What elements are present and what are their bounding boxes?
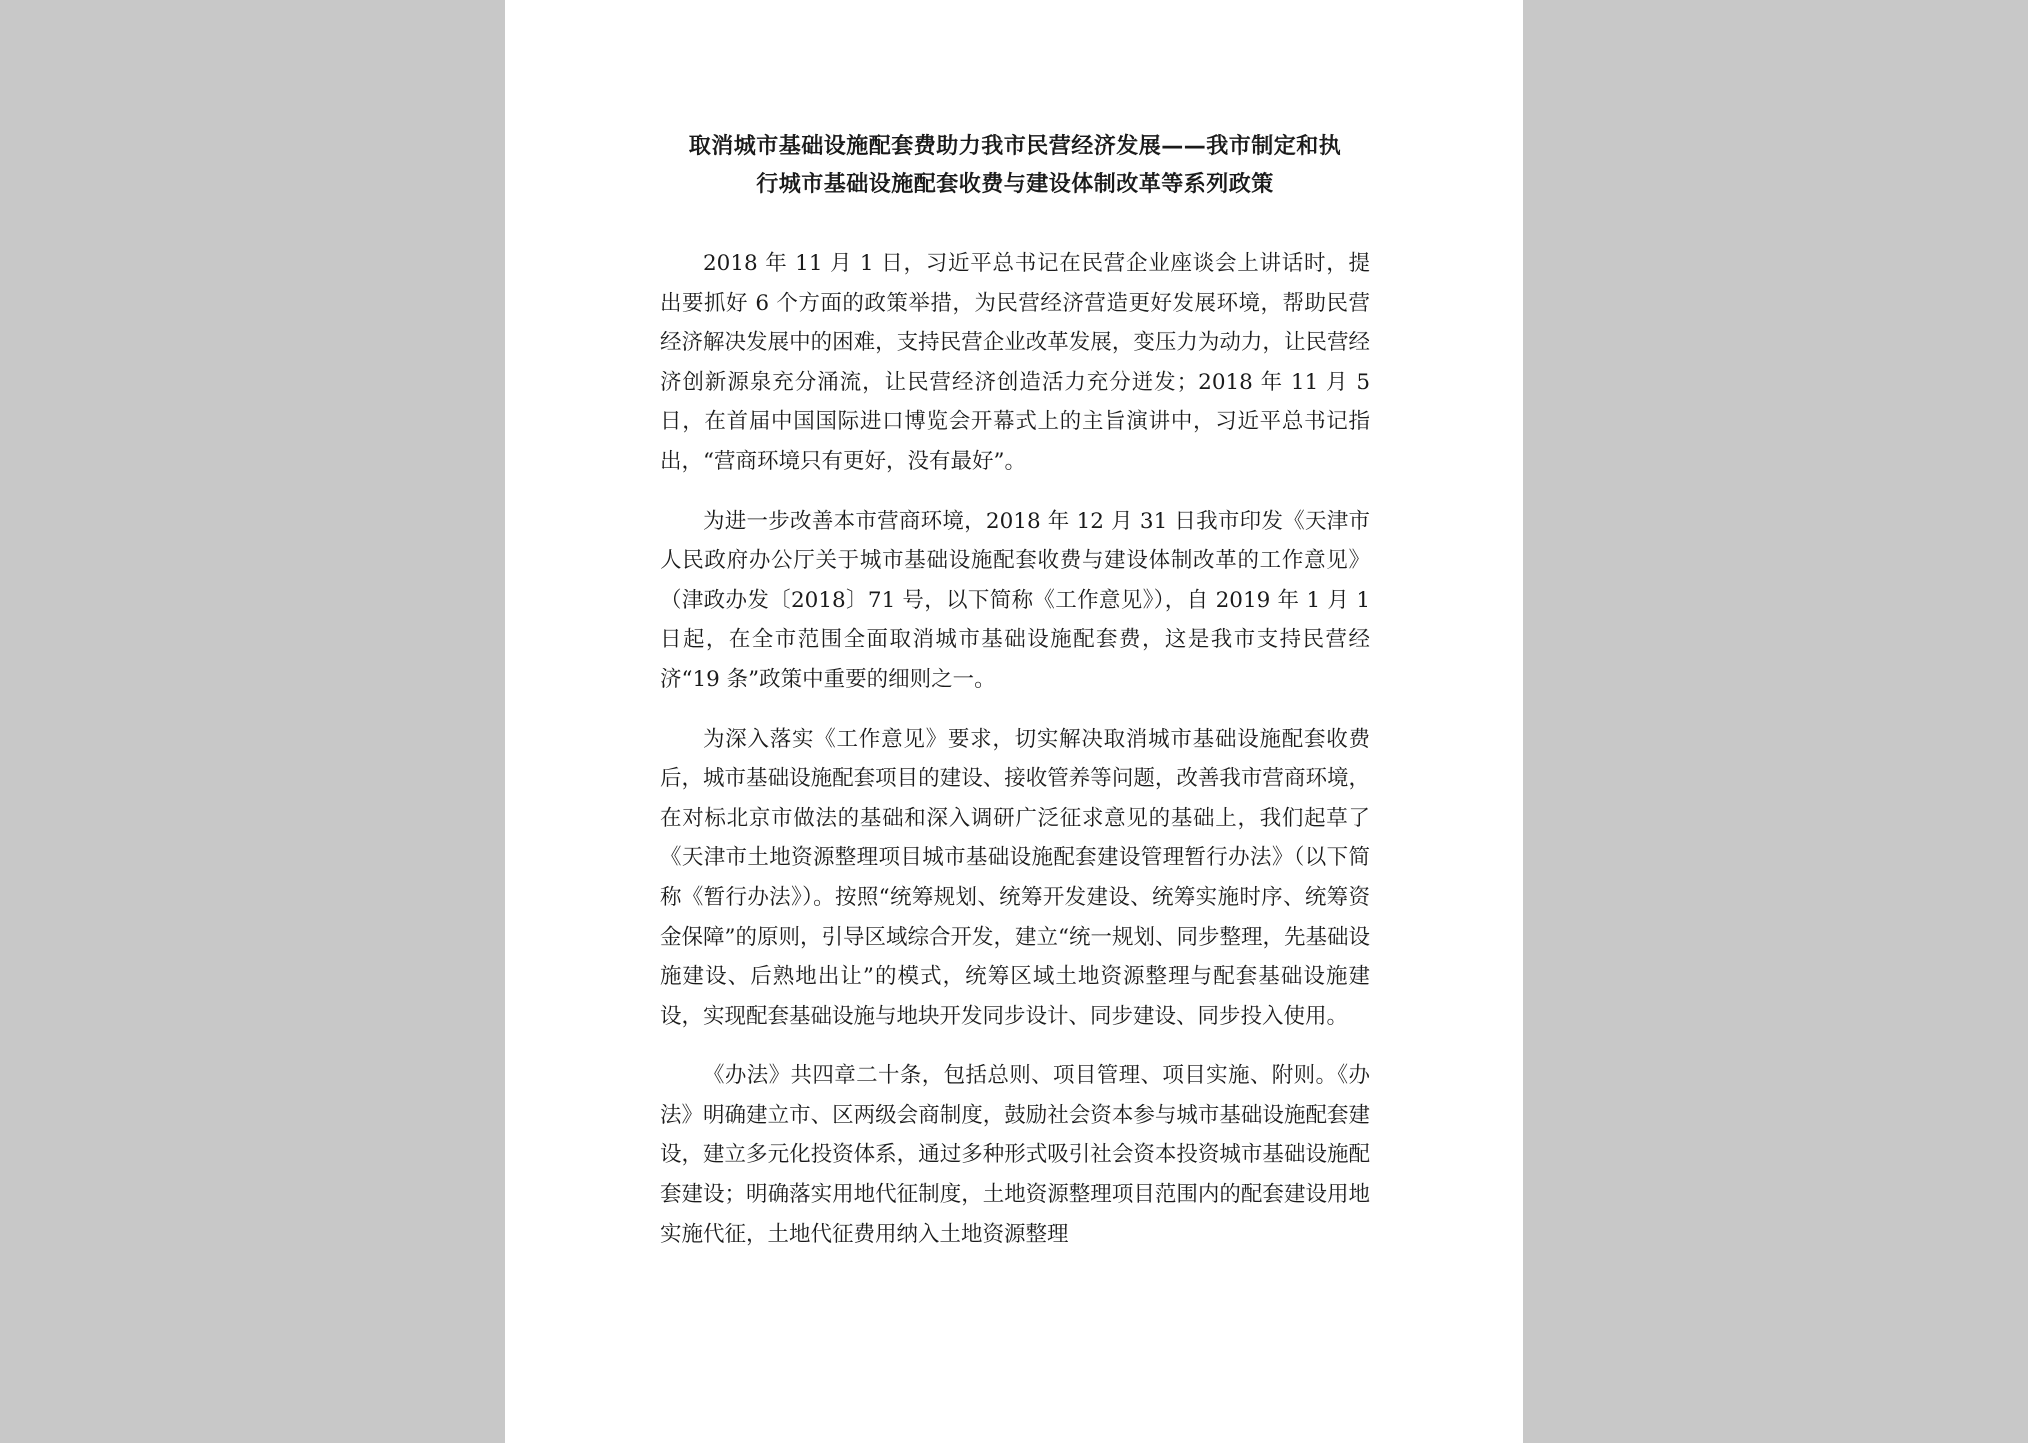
paragraph-2: 为进一步改善本市营商环境，2018 年 12 月 31 日我市印发《天津市人民政府办公厅关于城市基础设施配套收费与建设体制改革的工作意见》（津政办发〔2018〕71 号，以下简称《工作意见》），自 2019 年 1 月 1 日起，在全市范围全面取消城市基础设施配套费，这是我市支持民营经济“19 条”政策中重要的细则之一。 bbox=[660, 508, 1370, 692]
title-line-1: 取消城市基础设施配套费助力我市民营经济发展——我市制定和执 bbox=[688, 134, 1342, 159]
document-page bbox=[505, 0, 1523, 1443]
document-title bbox=[660, 128, 1370, 204]
paragraph-4: 《办法》共四章二十条，包括总则、项目管理、项目实施、附则。《办法》明确建立市、区两级会商制度，鼓励社会资本参与城市基础设施配套建设，建立多元化投资体系，通过多种形式吸引社会资本投资城市基础设施配套建设；明确落实用地代征制度，土地资源整理项目范围内的配套建设用地实施代征，土地代征费用纳入土地资源整理 bbox=[660, 1063, 1370, 1247]
paragraph-1: 2018 年 11 月 1 日，习近平总书记在民营企业座谈会上讲话时，提出要抓好 6 个方面的政策举措，为民营经济营造更好发展环境，帮助民营经济解决发展中的困难，支持民营企业改革发展，变压力为动力，让民营经济创新源泉充分涌流，让民营经济创造活力充分迸发；2018 年 11 月 5 日，在首届中国国际进口博览会开幕式上的主旨演讲中，习近平总书记指出，“营商环境只有更好，没有最好”。 bbox=[660, 251, 1370, 474]
paragraph-3: 为深入落实《工作意见》要求，切实解决取消城市基础设施配套收费后，城市基础设施配套项目的建设、接收管养等问题，改善我市营商环境，在对标北京市做法的基础和深入调研广泛征求意见的基础上，我们起草了《天津市土地资源整理项目城市基础设施配套建设管理暂行办法》（以下简称《暂行办法》）。按照“统筹规划、统筹开发建设、统筹实施时序、统筹资金保障”的原则，引导区域综合开发，建立“统一规划、同步整理，先基础设施建设、后熟地出让”的模式，统筹区域土地资源整理与配套基础设施建设，实现配套基础设施与地块开发同步设计、同步建设、同步投入使用。 bbox=[660, 726, 1370, 1029]
title-line-2: 行城市基础设施配套收费与建设体制改革等系列政策 bbox=[756, 172, 1274, 197]
